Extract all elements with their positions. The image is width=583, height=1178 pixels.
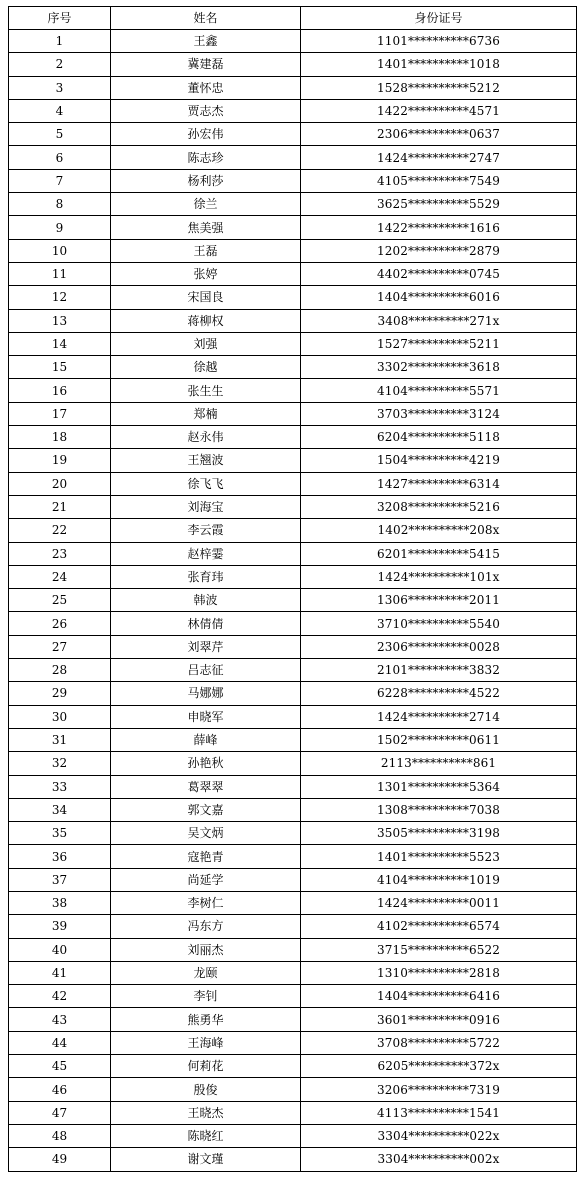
row-name: 焦美强 bbox=[111, 216, 301, 239]
row-id-number: 1301**********5364 bbox=[301, 775, 577, 798]
table-row bbox=[9, 659, 577, 682]
row-index: 48 bbox=[9, 1124, 111, 1147]
row-name: 赵梓霎 bbox=[111, 542, 301, 565]
row-id-number: 1502**********0611 bbox=[301, 728, 577, 751]
table-row bbox=[9, 1148, 577, 1171]
row-id-number: 4402**********0745 bbox=[301, 262, 577, 285]
table-row bbox=[9, 682, 577, 705]
row-index: 43 bbox=[9, 1008, 111, 1031]
row-id-number: 3708**********5722 bbox=[301, 1031, 577, 1054]
roster-sheet bbox=[8, 6, 576, 1172]
row-name: 谢文瑾 bbox=[111, 1148, 301, 1171]
row-id-number: 3710**********5540 bbox=[301, 612, 577, 635]
row-name: 龙颐 bbox=[111, 961, 301, 984]
row-name: 尚延学 bbox=[111, 868, 301, 891]
row-index: 14 bbox=[9, 332, 111, 355]
row-name: 张育玮 bbox=[111, 565, 301, 588]
row-index: 27 bbox=[9, 635, 111, 658]
row-name: 刘丽杰 bbox=[111, 938, 301, 961]
row-index: 41 bbox=[9, 961, 111, 984]
row-name: 刘翠芹 bbox=[111, 635, 301, 658]
row-index: 34 bbox=[9, 798, 111, 821]
row-id-number: 3302**********3618 bbox=[301, 356, 577, 379]
row-name: 郭文嘉 bbox=[111, 798, 301, 821]
row-index: 2 bbox=[9, 53, 111, 76]
row-id-number: 1404**********6016 bbox=[301, 286, 577, 309]
row-index: 11 bbox=[9, 262, 111, 285]
row-index: 16 bbox=[9, 379, 111, 402]
table-row bbox=[9, 868, 577, 891]
row-id-number: 1422**********4571 bbox=[301, 99, 577, 122]
row-name: 熊勇华 bbox=[111, 1008, 301, 1031]
table-row bbox=[9, 169, 577, 192]
table-row bbox=[9, 239, 577, 262]
row-name: 杨利莎 bbox=[111, 169, 301, 192]
row-index: 40 bbox=[9, 938, 111, 961]
row-name: 刘海宝 bbox=[111, 495, 301, 518]
row-name: 孙宏伟 bbox=[111, 123, 301, 146]
row-name: 赵永伟 bbox=[111, 426, 301, 449]
row-id-number: 6204**********5118 bbox=[301, 426, 577, 449]
row-index: 37 bbox=[9, 868, 111, 891]
row-id-number: 1422**********1616 bbox=[301, 216, 577, 239]
table-row bbox=[9, 775, 577, 798]
row-id-number: 1202**********2879 bbox=[301, 239, 577, 262]
row-index: 15 bbox=[9, 356, 111, 379]
row-id-number: 3601**********0916 bbox=[301, 1008, 577, 1031]
row-id-number: 3208**********5216 bbox=[301, 495, 577, 518]
table-row bbox=[9, 449, 577, 472]
table-row bbox=[9, 332, 577, 355]
table-row bbox=[9, 53, 577, 76]
row-index: 31 bbox=[9, 728, 111, 751]
table-row bbox=[9, 891, 577, 914]
row-index: 49 bbox=[9, 1148, 111, 1171]
table-row bbox=[9, 1101, 577, 1124]
row-index: 9 bbox=[9, 216, 111, 239]
row-index: 28 bbox=[9, 659, 111, 682]
row-index: 30 bbox=[9, 705, 111, 728]
row-id-number: 1424**********2714 bbox=[301, 705, 577, 728]
roster-table bbox=[8, 6, 577, 1172]
row-id-number: 6201**********5415 bbox=[301, 542, 577, 565]
row-id-number: 2306**********0028 bbox=[301, 635, 577, 658]
row-id-number: 2101**********3832 bbox=[301, 659, 577, 682]
table-row bbox=[9, 612, 577, 635]
table-row bbox=[9, 1055, 577, 1078]
row-id-number: 1427**********6314 bbox=[301, 472, 577, 495]
row-name: 陈志珍 bbox=[111, 146, 301, 169]
table-row bbox=[9, 1031, 577, 1054]
row-name: 张生生 bbox=[111, 379, 301, 402]
row-index: 29 bbox=[9, 682, 111, 705]
table-row bbox=[9, 1078, 577, 1101]
header-index: 序号 bbox=[9, 7, 111, 30]
row-id-number: 1424**********0011 bbox=[301, 891, 577, 914]
row-name: 孙艳秋 bbox=[111, 752, 301, 775]
row-index: 12 bbox=[9, 286, 111, 309]
row-index: 46 bbox=[9, 1078, 111, 1101]
row-index: 38 bbox=[9, 891, 111, 914]
row-index: 6 bbox=[9, 146, 111, 169]
row-id-number: 3304**********022x bbox=[301, 1124, 577, 1147]
row-name: 蒋柳权 bbox=[111, 309, 301, 332]
table-row bbox=[9, 961, 577, 984]
row-id-number: 1404**********6416 bbox=[301, 985, 577, 1008]
table-row bbox=[9, 589, 577, 612]
row-index: 1 bbox=[9, 30, 111, 53]
row-index: 24 bbox=[9, 565, 111, 588]
row-id-number: 2306**********0637 bbox=[301, 123, 577, 146]
table-row bbox=[9, 565, 577, 588]
row-index: 19 bbox=[9, 449, 111, 472]
row-id-number: 3703**********3124 bbox=[301, 402, 577, 425]
row-name: 吴文炳 bbox=[111, 822, 301, 845]
row-name: 李树仁 bbox=[111, 891, 301, 914]
table-row bbox=[9, 519, 577, 542]
table-row bbox=[9, 356, 577, 379]
table-row bbox=[9, 379, 577, 402]
row-index: 7 bbox=[9, 169, 111, 192]
table-row bbox=[9, 99, 577, 122]
row-index: 35 bbox=[9, 822, 111, 845]
row-index: 8 bbox=[9, 193, 111, 216]
row-name: 徐兰 bbox=[111, 193, 301, 216]
table-row bbox=[9, 123, 577, 146]
header-row bbox=[9, 7, 577, 30]
row-name: 寇艳青 bbox=[111, 845, 301, 868]
table-row bbox=[9, 845, 577, 868]
row-id-number: 4113**********1541 bbox=[301, 1101, 577, 1124]
row-index: 20 bbox=[9, 472, 111, 495]
row-name: 张婷 bbox=[111, 262, 301, 285]
row-name: 徐飞飞 bbox=[111, 472, 301, 495]
table-row bbox=[9, 309, 577, 332]
row-index: 3 bbox=[9, 76, 111, 99]
row-name: 马娜娜 bbox=[111, 682, 301, 705]
table-row bbox=[9, 822, 577, 845]
table-row bbox=[9, 705, 577, 728]
row-name: 薛峰 bbox=[111, 728, 301, 751]
row-id-number: 3304**********002x bbox=[301, 1148, 577, 1171]
row-name: 李云霞 bbox=[111, 519, 301, 542]
row-name: 王翘波 bbox=[111, 449, 301, 472]
table-row bbox=[9, 915, 577, 938]
row-id-number: 4105**********7549 bbox=[301, 169, 577, 192]
row-id-number: 1424**********101x bbox=[301, 565, 577, 588]
row-id-number: 1504**********4219 bbox=[301, 449, 577, 472]
row-index: 17 bbox=[9, 402, 111, 425]
row-id-number: 1527**********5211 bbox=[301, 332, 577, 355]
row-id-number: 4104**********1019 bbox=[301, 868, 577, 891]
row-id-number: 3505**********3198 bbox=[301, 822, 577, 845]
row-name: 吕志征 bbox=[111, 659, 301, 682]
row-index: 4 bbox=[9, 99, 111, 122]
row-index: 44 bbox=[9, 1031, 111, 1054]
row-id-number: 4102**********6574 bbox=[301, 915, 577, 938]
table-row bbox=[9, 798, 577, 821]
row-id-number: 2113**********861 bbox=[301, 752, 577, 775]
row-name: 王鑫 bbox=[111, 30, 301, 53]
table-row bbox=[9, 728, 577, 751]
row-id-number: 3625**********5529 bbox=[301, 193, 577, 216]
table-body bbox=[9, 30, 577, 1172]
row-id-number: 1401**********5523 bbox=[301, 845, 577, 868]
row-index: 36 bbox=[9, 845, 111, 868]
table-row bbox=[9, 472, 577, 495]
header-name: 姓名 bbox=[111, 7, 301, 30]
row-name: 董怀忠 bbox=[111, 76, 301, 99]
row-index: 47 bbox=[9, 1101, 111, 1124]
row-id-number: 1424**********2747 bbox=[301, 146, 577, 169]
table-row bbox=[9, 752, 577, 775]
row-id-number: 1308**********7038 bbox=[301, 798, 577, 821]
table-row bbox=[9, 76, 577, 99]
row-index: 26 bbox=[9, 612, 111, 635]
table-row bbox=[9, 146, 577, 169]
row-id-number: 3206**********7319 bbox=[301, 1078, 577, 1101]
table-row bbox=[9, 426, 577, 449]
row-index: 32 bbox=[9, 752, 111, 775]
row-name: 郑楠 bbox=[111, 402, 301, 425]
row-id-number: 3715**********6522 bbox=[301, 938, 577, 961]
row-name: 葛翠翠 bbox=[111, 775, 301, 798]
row-id-number: 1402**********208x bbox=[301, 519, 577, 542]
row-name: 殷俊 bbox=[111, 1078, 301, 1101]
row-index: 18 bbox=[9, 426, 111, 449]
table-row bbox=[9, 193, 577, 216]
table-row bbox=[9, 542, 577, 565]
row-index: 33 bbox=[9, 775, 111, 798]
row-id-number: 6228**********4522 bbox=[301, 682, 577, 705]
row-name: 冀建磊 bbox=[111, 53, 301, 76]
row-index: 10 bbox=[9, 239, 111, 262]
table-row bbox=[9, 1124, 577, 1147]
table-row bbox=[9, 286, 577, 309]
row-id-number: 6205**********372x bbox=[301, 1055, 577, 1078]
row-name: 王磊 bbox=[111, 239, 301, 262]
table-row bbox=[9, 938, 577, 961]
row-id-number: 1101**********6736 bbox=[301, 30, 577, 53]
row-index: 39 bbox=[9, 915, 111, 938]
row-id-number: 3408**********271x bbox=[301, 309, 577, 332]
row-index: 13 bbox=[9, 309, 111, 332]
row-name: 陈晓红 bbox=[111, 1124, 301, 1147]
row-id-number: 4104**********5571 bbox=[301, 379, 577, 402]
table-row bbox=[9, 402, 577, 425]
row-index: 21 bbox=[9, 495, 111, 518]
row-name: 韩波 bbox=[111, 589, 301, 612]
row-index: 42 bbox=[9, 985, 111, 1008]
row-name: 王海峰 bbox=[111, 1031, 301, 1054]
header-id-number: 身份证号 bbox=[301, 7, 577, 30]
row-index: 5 bbox=[9, 123, 111, 146]
row-name: 宋国良 bbox=[111, 286, 301, 309]
row-name: 贾志杰 bbox=[111, 99, 301, 122]
row-id-number: 1306**********2011 bbox=[301, 589, 577, 612]
table-row bbox=[9, 635, 577, 658]
row-id-number: 1528**********5212 bbox=[301, 76, 577, 99]
row-name: 林倩倩 bbox=[111, 612, 301, 635]
row-name: 刘强 bbox=[111, 332, 301, 355]
row-index: 22 bbox=[9, 519, 111, 542]
table-row bbox=[9, 985, 577, 1008]
row-id-number: 1401**********1018 bbox=[301, 53, 577, 76]
table-row bbox=[9, 30, 577, 53]
row-name: 冯东方 bbox=[111, 915, 301, 938]
row-name: 申晓军 bbox=[111, 705, 301, 728]
row-index: 45 bbox=[9, 1055, 111, 1078]
table-row bbox=[9, 262, 577, 285]
table-row bbox=[9, 495, 577, 518]
row-id-number: 1310**********2818 bbox=[301, 961, 577, 984]
table-row bbox=[9, 1008, 577, 1031]
row-name: 徐越 bbox=[111, 356, 301, 379]
row-name: 王晓杰 bbox=[111, 1101, 301, 1124]
row-index: 23 bbox=[9, 542, 111, 565]
row-name: 李钊 bbox=[111, 985, 301, 1008]
row-index: 25 bbox=[9, 589, 111, 612]
row-name: 何莉花 bbox=[111, 1055, 301, 1078]
table-row bbox=[9, 216, 577, 239]
